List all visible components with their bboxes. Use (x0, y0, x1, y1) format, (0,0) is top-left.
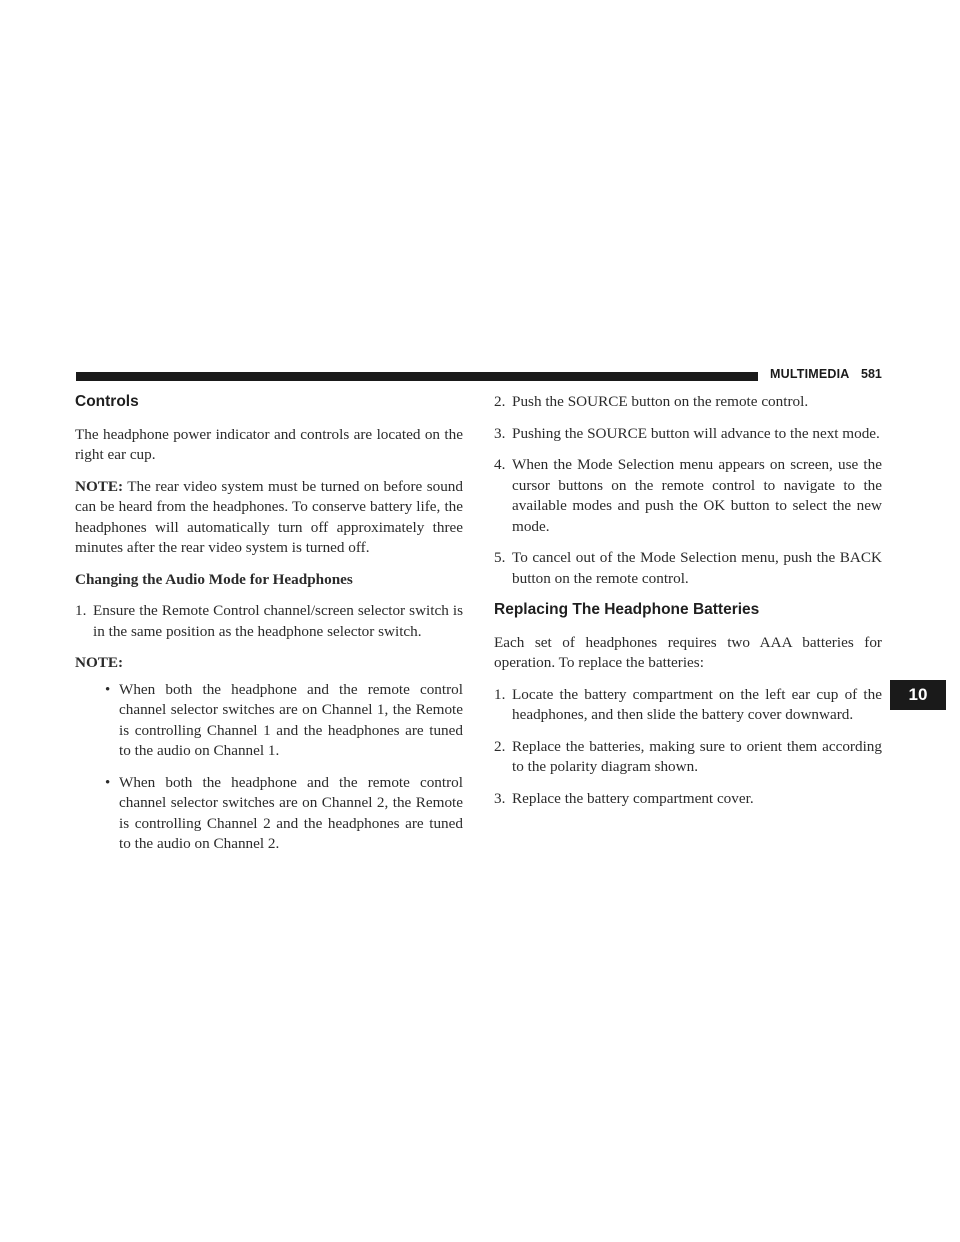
controls-intro: The headphone power indicator and controls are located on the right ear cup. (75, 425, 463, 463)
audio-mode-subheading: Changing the Audio Mode for Headphones (75, 570, 353, 588)
bullet-text: When both the headphone and the remote control channel selector switches are on Channel 1, the Remote is controlling Channel 1 and the headphones are tuned to the audio on Channel 1. (119, 680, 463, 759)
controls-heading: Controls (75, 393, 139, 410)
batteries-intro: Each set of headphones requires two AAA batteries for operation. To replace the batteries: (494, 633, 882, 671)
chapter-tab: 10 (890, 680, 946, 710)
list-item (494, 685, 882, 726)
step-number: 5. (494, 549, 506, 566)
bullet-icon: • (105, 774, 111, 791)
list-item (494, 392, 882, 413)
list-item (75, 601, 463, 642)
section-title: MULTIMEDIA (770, 367, 850, 381)
right-column (494, 392, 882, 820)
list-item (105, 680, 463, 762)
step-number: 3. (494, 424, 506, 442)
page-number: 581 (861, 367, 882, 381)
step-text: Replace the battery compartment cover. (512, 789, 754, 807)
list-item (494, 737, 882, 778)
step-number: 2. (494, 393, 506, 410)
step-text: When the Mode Selection menu appears on screen, use the cursor buttons on the remote control to navigate to the available modes and push the OK button to select the new mode. (512, 456, 882, 535)
step-number: 4. (494, 456, 506, 473)
list-item (494, 424, 882, 445)
bullet-icon: • (105, 681, 111, 698)
list-item (494, 455, 882, 537)
header-rule (76, 372, 758, 381)
note-paragraph (75, 477, 463, 559)
list-item (494, 789, 882, 810)
step-text: Ensure the Remote Control channel/screen selector switch is in the same position as the headphone selector switch. (93, 602, 463, 640)
step-number: 1. (494, 685, 506, 703)
note-text: The rear video system must be turned on before sound can be heard from the headphones. To conserve battery life, the headphones will automatically turn off approximately three minutes after the rear video system is turned off. (75, 477, 463, 556)
step-number: 2. (494, 737, 506, 755)
bullet-text: When both the headphone and the remote control channel selector switches are on Channel 2, the Remote is controlling Channel 2 and the headphones are tuned to the audio on Channel 2. (119, 773, 463, 852)
step-text: To cancel out of the Mode Selection menu, push the BACK button on the remote control. (512, 549, 882, 587)
step-number: 3. (494, 789, 506, 807)
note-label-2: NOTE: (75, 654, 124, 671)
step-text: Pushing the SOURCE button will advance to the next mode. (512, 424, 880, 442)
list-item (105, 773, 463, 855)
batteries-heading: Replacing The Headphone Batteries (494, 601, 760, 618)
step-text: Locate the battery compartment on the left ear cup of the headphones, and then slide the battery cover downward. (512, 685, 882, 723)
note-label: NOTE: (75, 477, 124, 495)
list-item (494, 548, 882, 589)
step-number: 1. (75, 602, 87, 619)
left-column (75, 392, 463, 866)
step-text: Replace the batteries, making sure to orient them according to the polarity diagram shown. (512, 737, 882, 775)
step-text: Push the SOURCE button on the remote control. (512, 393, 809, 410)
